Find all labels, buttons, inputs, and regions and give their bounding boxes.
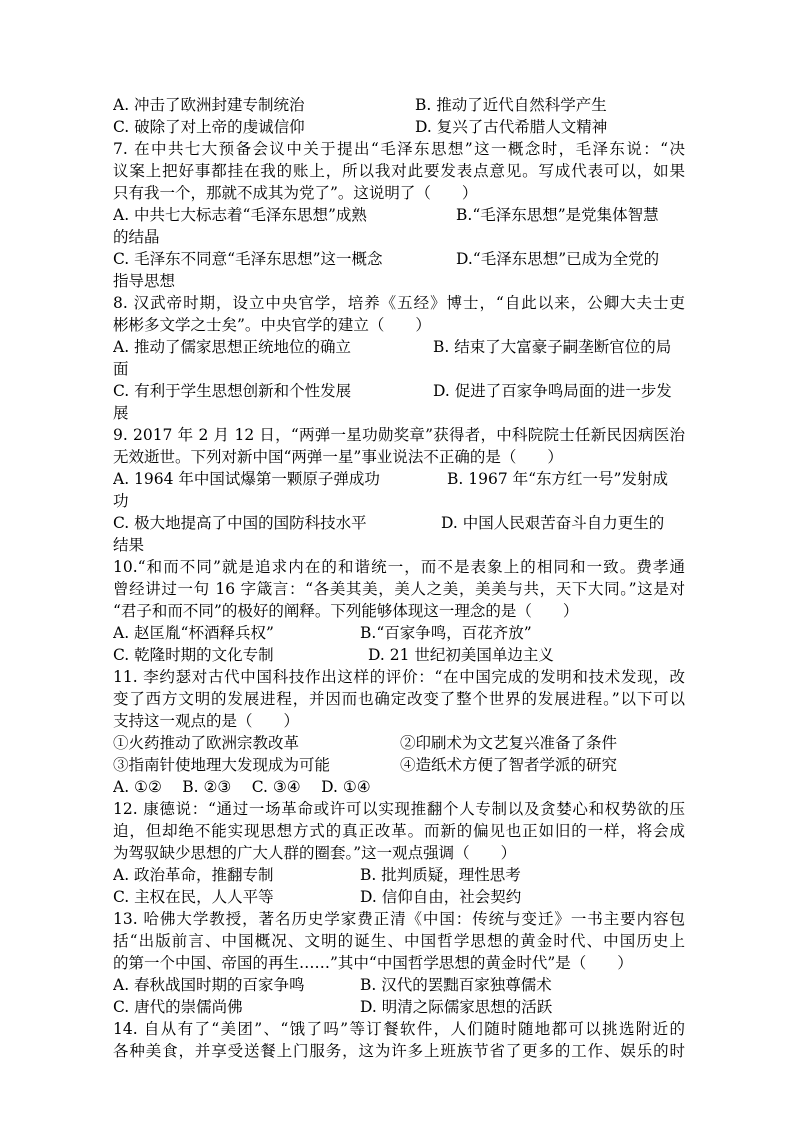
- q8-stem-line: 8. 汉武帝时期，设立中央官学，培养《五经》博士，“自此以来，公卿大夫士吏: [113, 294, 685, 312]
- q11-item-3: ③指南针使地理大发现成为可能: [113, 756, 331, 774]
- q9-option-b-continuation: 功: [113, 492, 129, 510]
- q7-stem-line: 议案上把好事都挂在我的账上，所以我对此要发表点意见。写成代表可以，如果: [113, 162, 685, 180]
- q8-option-c[interactable]: C. 有利于学生思想创新和个性发展: [113, 382, 352, 400]
- q10-stem-line: 曾经讲过一句 16 字箴言：“各美其美，美人之美，美美与共，天下大同。”这是对: [113, 580, 685, 598]
- q11-stem-line: 11. 李约瑟对古代中国科技作出这样的评价：“在中国完成的发明和技术发现，改: [113, 668, 685, 686]
- q7-option-b-continuation: 的结晶: [113, 228, 160, 246]
- q8-options-row-1: [113, 336, 685, 358]
- q13-stem-line: 13. 哈佛大学教授，著名历史学家费正清《中国：传统与变迁》一书主要内容包: [113, 910, 685, 928]
- q7-option-d[interactable]: D.“毛泽东思想”已成为全党的: [456, 250, 660, 268]
- q10-option-c[interactable]: C. 乾隆时期的文化专制: [113, 646, 274, 664]
- q12-stem-line: 为驾驭缺少思想的广大人群的圈套。”这一观点强调（ ）: [113, 844, 517, 862]
- q8-option-d-continuation: 展: [113, 404, 129, 422]
- q13-option-c[interactable]: C. 唐代的崇儒尚佛: [113, 998, 243, 1016]
- q6-option-b[interactable]: B. 推动了近代自然科学产生: [415, 96, 607, 114]
- q7-options-row-1: [113, 204, 685, 226]
- q13-option-b[interactable]: B. 汉代的罢黜百家独尊儒术: [360, 976, 552, 994]
- q11-item-1: ①火药推动了欧洲宗教改革: [113, 734, 300, 752]
- q12-option-c[interactable]: C. 主权在民，人人平等: [113, 888, 274, 906]
- q12-stem-line: 12. 康德说：“通过一场革命或许可以实现推翻个人专制以及贪婪心和权势欲的压: [113, 800, 685, 818]
- q12-options-row-2: [113, 886, 685, 908]
- q11-stem-line: 支持这一观点的是（ ）: [113, 712, 300, 730]
- q6-option-a[interactable]: A. 冲击了欧洲封建专制统治: [113, 96, 305, 114]
- q6-option-c[interactable]: C. 破除了对上帝的虔诚信仰: [113, 118, 305, 136]
- q9-option-a[interactable]: A. 1964 年中国试爆第一颗原子弹成功: [113, 470, 380, 488]
- q8-options-row-2: [113, 380, 685, 402]
- q14-stem-line: 14. 自从有了“美团”、“饿了吗”等订餐软件，人们随时随地都可以挑选附近的: [113, 1020, 685, 1038]
- q12-option-b[interactable]: B. 批判质疑，理性思考: [360, 866, 521, 884]
- q11-options[interactable]: A. ①② B. ②③ C. ③④ D. ①④: [113, 778, 371, 796]
- q7-option-b[interactable]: B.“毛泽东思想”是党集体智慧: [456, 206, 659, 224]
- q13-stem-line: 括“出版前言、中国概况、文明的诞生、中国哲学思想的黄金时代、中国历史上: [113, 932, 685, 950]
- q12-option-a[interactable]: A. 政治革命，推翻专制: [113, 866, 274, 884]
- q9-options-row-1: [113, 468, 685, 490]
- q8-option-a[interactable]: A. 推动了儒家思想正统地位的确立: [113, 338, 352, 356]
- q7-option-a[interactable]: A. 中共七大标志着“毛泽东思想”成熟: [113, 206, 367, 224]
- q11-item-2: ②印刷术为文艺复兴准备了条件: [400, 734, 618, 752]
- q13-options-row-1: [113, 974, 685, 996]
- q9-stem-line: 无效逝世。下列对新中国“两弹一星”事业说法不正确的是（ ）: [113, 448, 563, 466]
- q12-option-d[interactable]: D. 信仰自由，社会契约: [360, 888, 522, 906]
- q11-items-row-1: [113, 732, 685, 754]
- q8-option-b[interactable]: B. 结束了大富豪子嗣垄断官位的局: [433, 338, 672, 356]
- q7-option-c[interactable]: C. 毛泽东不同意“毛泽东思想”这一概念: [113, 250, 383, 268]
- q9-option-d-continuation: 结果: [113, 536, 145, 554]
- q10-options-row-1: [113, 622, 685, 644]
- q8-stem-line: 彬彬多文学之士矣”。中央官学的建立（ ）: [113, 316, 431, 334]
- q7-option-d-continuation: 指导思想: [113, 272, 176, 290]
- q14-stem-line: 各种美食，并享受送餐上门服务，这为许多上班族节省了更多的工作、娱乐的时: [113, 1042, 685, 1060]
- q10-option-b[interactable]: B.“百家争鸣，百花齐放”: [360, 624, 532, 642]
- q13-options-row-2: [113, 996, 685, 1018]
- q6-options-row-1: [113, 94, 685, 116]
- q8-option-d[interactable]: D. 促进了百家争鸣局面的进一步发: [433, 382, 672, 400]
- q6-options-row-2: [113, 116, 685, 138]
- q10-option-a[interactable]: A. 赵匡胤“杯酒释兵权”: [113, 624, 274, 642]
- q7-options-row-2: [113, 248, 685, 270]
- q11-item-4: ④造纸术方便了智者学派的研究: [400, 756, 618, 774]
- q9-option-d[interactable]: D. 中国人民艰苦奋斗自力更生的: [441, 514, 665, 532]
- q10-stem-line: “君子和而不同”的极好的阐释。下列能够体现这一理念的是（ ）: [113, 602, 579, 620]
- q10-options-row-2: [113, 644, 685, 666]
- q8-option-b-continuation: 面: [113, 360, 129, 378]
- q9-options-row-2: [113, 512, 685, 534]
- q13-stem-line: 的第一个中国、帝国的再生……”其中“中国哲学思想的黄金时代”是（ ）: [113, 954, 633, 972]
- q9-option-b[interactable]: B. 1967 年“东方红一号”发射成: [447, 470, 668, 488]
- q7-stem-line: 7. 在中共七大预备会议中关于提出“毛泽东思想”这一概念时，毛泽东说：“决: [113, 140, 685, 158]
- q11-items-row-2: [113, 754, 685, 776]
- q6-option-d[interactable]: D. 复兴了古代希腊人文精神: [415, 118, 608, 136]
- q11-stem-line: 变了西方文明的发展进程，并因而也确定改变了整个世界的发展进程。”以下可以: [113, 690, 685, 708]
- q9-stem-line: 9. 2017 年 2 月 12 日，“两弹一星功勋奖章”获得者，中科院院士任新民因病医治: [113, 426, 685, 444]
- q7-stem-line: 只有我一个，那就不成其为党了”。这说明了（ ）: [113, 184, 478, 202]
- q9-option-c[interactable]: C. 极大地提高了中国的国防科技水平: [113, 514, 367, 532]
- q12-stem-line: 迫，但却绝不能实现思想方式的真正改革。而新的偏见也正如旧的一样，将会成: [113, 822, 685, 840]
- q10-stem-line: 10.“和而不同”就是追求内在的和谐统一，而不是表象上的相同和一致。费孝通: [113, 558, 685, 576]
- q12-options-row-1: [113, 864, 685, 886]
- q13-option-d[interactable]: D. 明清之际儒家思想的活跃: [360, 998, 553, 1016]
- q13-option-a[interactable]: A. 春秋战国时期的百家争鸣: [113, 976, 305, 994]
- q10-option-d[interactable]: D. 21 世纪初美国单边主义: [368, 646, 554, 664]
